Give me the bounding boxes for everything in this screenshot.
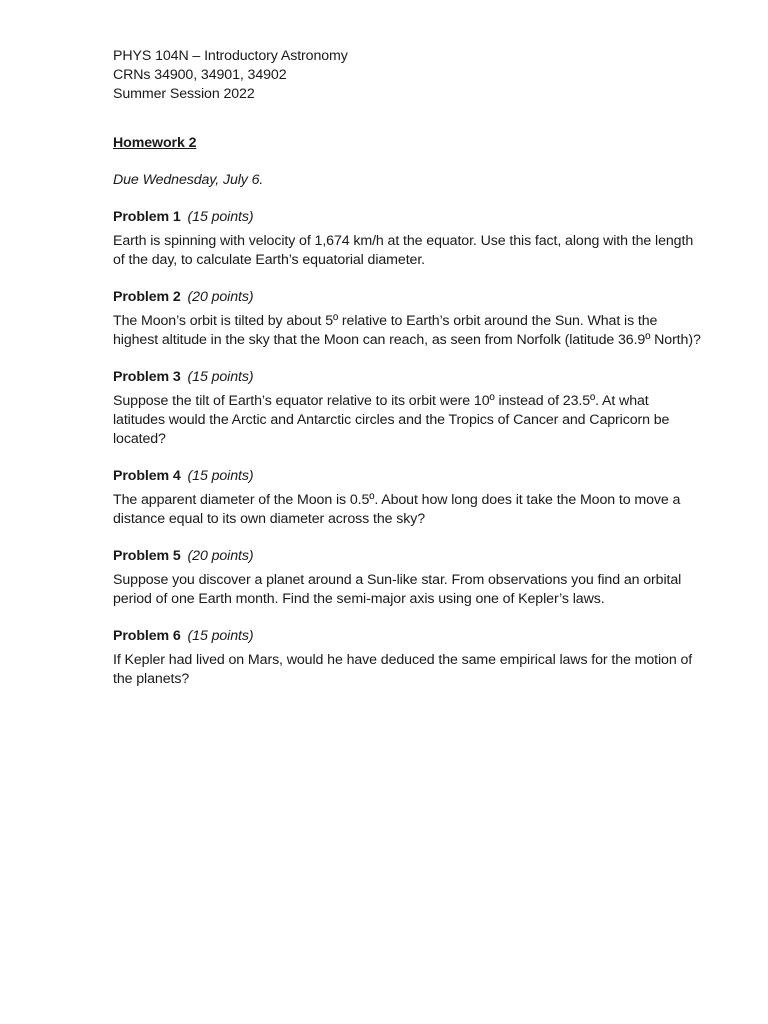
problem-text: The Moon’s orbit is tilted by about 5º relative to Earth’s orbit around the Sun. What is the highest altitude in the sky that the Moon can reach, as seen from Norfolk (latitude 36.9º North)? — [113, 313, 701, 348]
problem-label: Problem 1 — [113, 209, 181, 225]
problem-heading — [113, 627, 703, 646]
problem-points: (15 points) — [187, 369, 254, 385]
due-date: Due Wednesday, July 6. — [113, 172, 264, 188]
problem-label: Problem 4 — [113, 468, 181, 484]
problem-text: Suppose you discover a planet around a Sun-like star. From observations you find an orbital period of one Earth month. Find the semi-major axis using one of Kepler’s laws. — [113, 572, 682, 607]
problem-points: (15 points) — [187, 468, 254, 484]
course-title: PHYS 104N – Introductory Astronomy — [113, 48, 348, 64]
problem-heading — [113, 208, 703, 227]
problem-heading — [113, 467, 703, 486]
problem-5 — [113, 547, 703, 609]
problem-points: (15 points) — [187, 628, 254, 644]
document-page — [113, 47, 703, 689]
problem-heading — [113, 547, 703, 566]
problem-label: Problem 5 — [113, 548, 181, 564]
problem-3 — [113, 368, 703, 449]
problem-heading — [113, 368, 703, 387]
problem-label: Problem 2 — [113, 289, 181, 305]
problem-text: Earth is spinning with velocity of 1,674 km/h at the equator. Use this fact, along with the length of the day, to calculate Earth’s equatorial diameter. — [113, 233, 694, 268]
problem-2 — [113, 288, 703, 350]
problem-heading — [113, 288, 703, 307]
problem-text: Suppose the tilt of Earth’s equator relative to its orbit were 10º instead of 23.5º. At what latitudes would the Arctic and Antarctic circles and the Tropics of Cancer and Capricorn be located? — [113, 393, 670, 447]
problem-label: Problem 6 — [113, 628, 181, 644]
problem-points: (15 points) — [187, 209, 254, 225]
course-session: Summer Session 2022 — [113, 86, 255, 102]
course-crns: CRNs 34900, 34901, 34902 — [113, 67, 287, 83]
problem-points: (20 points) — [187, 289, 254, 305]
problem-label: Problem 3 — [113, 369, 181, 385]
problem-text: If Kepler had lived on Mars, would he have deduced the same empirical laws for the motion of the planets? — [113, 652, 693, 687]
problem-6 — [113, 627, 703, 689]
problem-text: The apparent diameter of the Moon is 0.5º. About how long does it take the Moon to move a distance equal to its own diameter across the sky? — [113, 492, 681, 527]
problem-points: (20 points) — [187, 548, 254, 564]
problem-1 — [113, 208, 703, 270]
homework-title: Homework 2 — [113, 135, 197, 151]
problem-4 — [113, 467, 703, 529]
document-header — [113, 47, 703, 104]
